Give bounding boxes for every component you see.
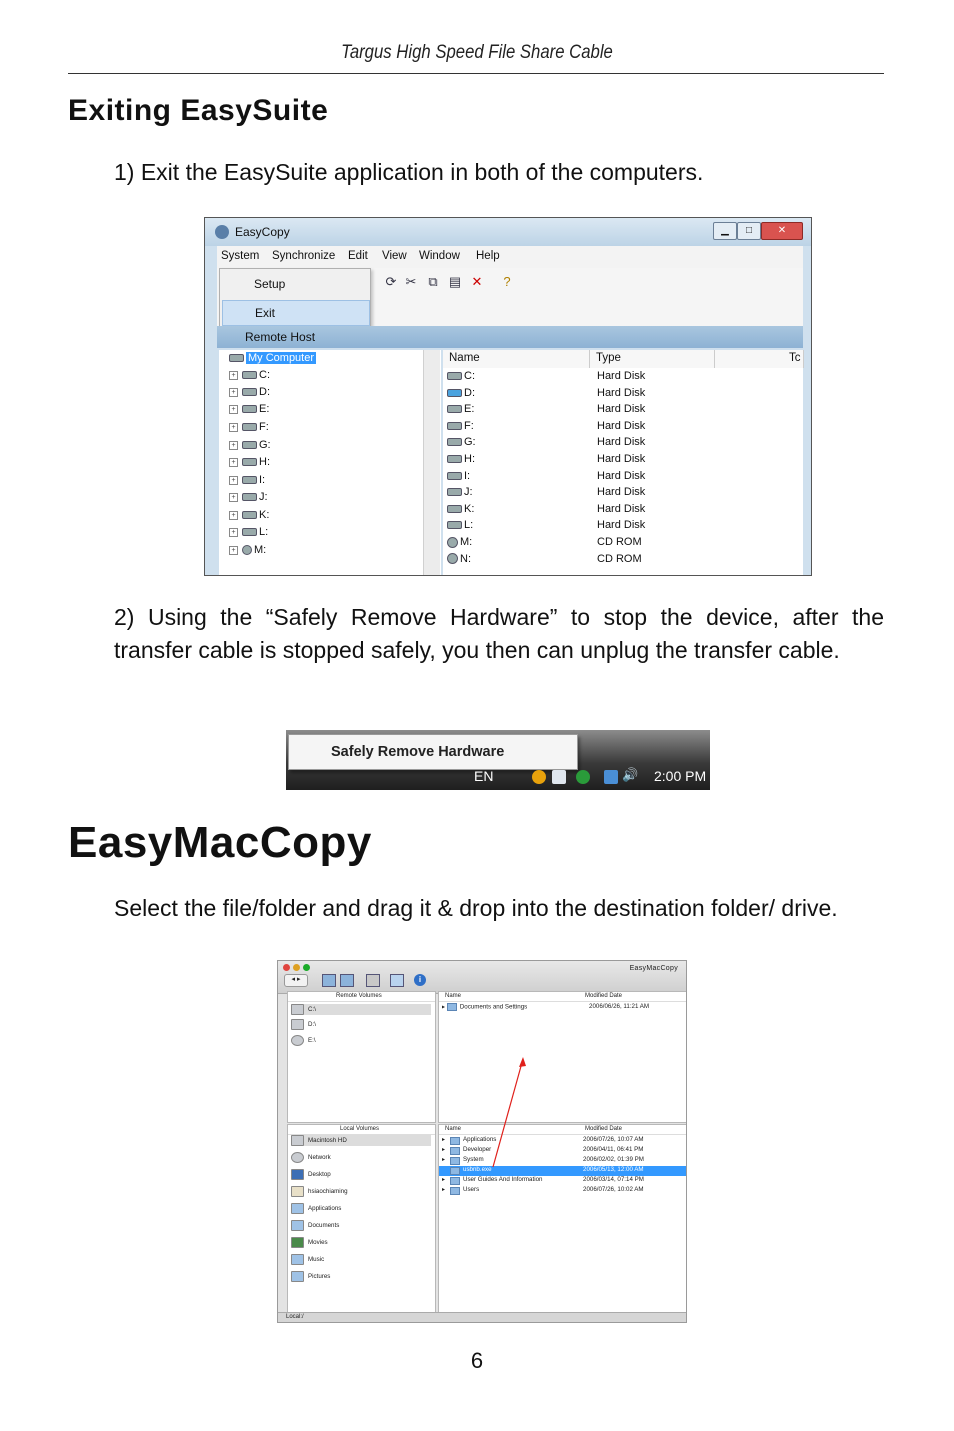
tree-item[interactable]: + I:: [229, 474, 265, 490]
file-row[interactable]: E: Hard Disk: [447, 403, 797, 419]
easycopy-screenshot: [204, 217, 812, 576]
drive-icon: [447, 422, 462, 430]
easycopy-titlebar: [205, 218, 811, 246]
paste-icon[interactable]: ▤: [448, 274, 462, 289]
shield-warning-icon[interactable]: [532, 770, 546, 784]
tree-item[interactable]: + J:: [229, 491, 268, 507]
local-file-row[interactable]: ▸ Developer 2006/04/11, 06:41 PM: [442, 1146, 644, 1153]
local-col-name: Name: [445, 1126, 462, 1132]
easymaccopy-title: EasyMacCopy: [629, 965, 678, 972]
drive-icon: [447, 438, 462, 446]
cdrom-icon: [242, 545, 252, 555]
drive-icon: [242, 405, 257, 413]
easycopy-menubar: [217, 246, 803, 269]
taskbar-screenshot: [286, 730, 710, 790]
tree-item[interactable]: + F:: [229, 421, 269, 437]
clock: 2:00 PM: [654, 768, 707, 784]
tree-root[interactable]: My Computer: [229, 352, 316, 368]
system-menu-dropdown: [219, 268, 371, 328]
tree-item[interactable]: + C:: [229, 369, 270, 385]
language-indicator[interactable]: EN: [474, 768, 494, 784]
volume-icon[interactable]: 🔊: [622, 767, 639, 782]
local-volume-item[interactable]: Applications: [291, 1203, 341, 1214]
copy-icon[interactable]: ⧉: [428, 274, 438, 289]
local-file-row[interactable]: ▸ Applications 2006/07/26, 10:07 AM: [442, 1136, 644, 1143]
disclosure-triangle-icon: ▸: [442, 1156, 446, 1163]
remote-volumes-header: Remote Volumes: [336, 993, 382, 999]
disclosure-triangle-icon: ▸: [442, 1186, 446, 1193]
local-volumes-header: Local Volumes: [340, 1126, 380, 1132]
drag-arrow: [278, 961, 686, 1322]
local-volume-item[interactable]: Network: [291, 1152, 331, 1163]
local-volume-item[interactable]: Music: [291, 1254, 324, 1265]
column-name[interactable]: Name: [443, 350, 590, 368]
tree-item[interactable]: + G:: [229, 439, 271, 455]
file-row[interactable]: J: Hard Disk: [447, 486, 797, 502]
remote-volume-item[interactable]: D:\: [291, 1019, 316, 1030]
local-file-row[interactable]: ▸ System 2006/02/02, 01:39 PM: [442, 1156, 644, 1163]
local-file-row[interactable]: ▸ User Guides And Information 2006/03/14, 07:14 PM: [442, 1176, 644, 1183]
info-icon[interactable]: i: [414, 974, 426, 986]
cut-icon[interactable]: ✂: [405, 274, 417, 289]
column-total[interactable]: Tc: [715, 350, 804, 368]
drive-icon: [447, 372, 462, 380]
delete-icon[interactable]: ✕: [471, 274, 483, 289]
menu-window[interactable]: Window: [419, 250, 460, 262]
cdrom-icon: [447, 553, 458, 564]
local-file-row[interactable]: usbnb.exe 2006/05/13, 12:00 AM: [439, 1166, 686, 1176]
local-file-row[interactable]: ▸ Users 2006/07/26, 10:02 AM: [442, 1186, 644, 1193]
easycopy-title: EasyCopy: [235, 225, 290, 239]
remote-host-label: Remote Host: [245, 330, 316, 344]
remote-file-row[interactable]: ▸ Documents and Settings: [442, 1003, 528, 1011]
drive-icon: [242, 511, 257, 519]
column-type[interactable]: Type: [590, 350, 715, 368]
file-row[interactable]: M: CD ROM: [447, 536, 797, 552]
local-volume-item[interactable]: Pictures: [291, 1271, 330, 1282]
app-icon: [215, 225, 229, 239]
section-title-exiting: Exiting EasySuite: [68, 94, 329, 127]
header-rule: [68, 73, 884, 74]
drive-icon: [242, 441, 257, 449]
tree-item[interactable]: + H:: [229, 456, 270, 472]
drive-icon: [242, 371, 257, 379]
remote-col-name: Name: [445, 993, 462, 999]
drive-icon: [447, 505, 462, 513]
minimize-button[interactable]: ▁: [713, 222, 737, 240]
drive-icon: [242, 528, 257, 536]
drive-icon: [447, 521, 462, 529]
page-number: 6: [470, 1348, 484, 1373]
local-col-date: Modified Date: [585, 1126, 623, 1132]
safely-remove-popup[interactable]: [288, 734, 578, 770]
menu-item-exit[interactable]: Exit: [222, 300, 370, 326]
drive-icon: [242, 476, 257, 484]
remote-host-band: [217, 326, 803, 348]
computer-icon: [229, 354, 244, 362]
drive-icon: [242, 493, 257, 501]
safely-remove-label: Safely Remove Hardware: [331, 744, 505, 760]
file-row[interactable]: K: Hard Disk: [447, 503, 797, 519]
disclosure-triangle-icon: ▸: [442, 1136, 446, 1143]
local-volume-item[interactable]: hsiaochiaming: [291, 1186, 348, 1197]
status-path: Local:/: [286, 1314, 304, 1320]
drive-icon: [447, 488, 462, 496]
easymaccopy-screenshot: [277, 960, 687, 1323]
local-volume-item[interactable]: Macintosh HD: [291, 1135, 431, 1146]
tree-item[interactable]: + L:: [229, 526, 268, 542]
file-row[interactable]: F: Hard Disk: [447, 420, 797, 436]
section-title-easymaccopy: EasyMacCopy: [68, 818, 372, 867]
file-row[interactable]: G: Hard Disk: [447, 436, 797, 452]
menu-view[interactable]: View: [382, 250, 407, 262]
disclosure-triangle-icon: ▸: [442, 1176, 446, 1183]
local-volume-item[interactable]: Desktop: [291, 1169, 331, 1180]
running-header: Targus High Speed File Share Cable: [341, 42, 613, 63]
file-row[interactable]: H: Hard Disk: [447, 453, 797, 469]
drive-icon: [242, 423, 257, 431]
status-bar: [278, 1312, 686, 1322]
maximize-button[interactable]: □: [737, 222, 761, 240]
hardware-icon[interactable]: [552, 770, 566, 784]
back-forward-icon[interactable]: ◂ ▸: [284, 974, 308, 987]
drive-tree: [219, 350, 441, 575]
file-row[interactable]: N: CD ROM: [447, 553, 797, 569]
drive-icon: [242, 458, 257, 466]
menu-synchronize[interactable]: Synchronize: [272, 250, 336, 262]
network-icon[interactable]: [604, 770, 618, 784]
tree-item[interactable]: + D:: [229, 386, 270, 402]
help-icon[interactable]: ?: [503, 274, 511, 289]
drive-icon: [242, 388, 257, 396]
local-volume-item[interactable]: Movies: [291, 1237, 328, 1248]
tree-scrollbar[interactable]: [423, 350, 440, 575]
local-volume-item[interactable]: Documents: [291, 1220, 339, 1231]
security-check-icon[interactable]: [576, 770, 590, 784]
remote-file-date: 2006/06/26, 11:21 AM: [589, 1003, 650, 1010]
disclosure-triangle-icon: ▸: [442, 1146, 446, 1153]
step-1-text: 1) Exit the EasySuite application in both of the computers.: [114, 159, 704, 185]
system-tray: [286, 766, 710, 790]
menu-item-setup[interactable]: Setup: [254, 277, 286, 291]
close-button[interactable]: ✕: [761, 222, 803, 240]
remote-volume-item[interactable]: C:\: [291, 1004, 431, 1015]
menu-help[interactable]: Help: [476, 250, 500, 262]
file-row[interactable]: C: Hard Disk: [447, 370, 797, 386]
step-2-text: 2) Using the “Safely Remove Hardware” to stop the device, after the transfer cable is stopped safely, you then can unplug the transfer cable.: [114, 604, 884, 663]
sync-icon[interactable]: ⟳: [385, 274, 397, 289]
step-3-text: Select the file/folder and drag it & drop into the destination folder/ drive.: [114, 895, 838, 921]
file-row[interactable]: L: Hard Disk: [447, 519, 797, 535]
tree-item[interactable]: + E:: [229, 403, 269, 419]
drive-icon: [447, 389, 462, 397]
tree-item[interactable]: + M:: [229, 544, 266, 560]
menu-system[interactable]: System: [221, 250, 260, 262]
menu-edit[interactable]: Edit: [348, 250, 368, 262]
drive-icon: [447, 472, 462, 480]
tree-item[interactable]: + K:: [229, 509, 269, 525]
file-list: [443, 350, 803, 575]
drive-icon: [447, 405, 462, 413]
file-row[interactable]: I: Hard Disk: [447, 470, 797, 486]
remote-volume-item[interactable]: E:\: [291, 1035, 316, 1046]
cdrom-icon: [447, 537, 458, 548]
file-row[interactable]: D: Hard Disk: [447, 387, 797, 403]
remote-col-date: Modified Date: [585, 993, 623, 999]
drive-icon: [447, 455, 462, 463]
